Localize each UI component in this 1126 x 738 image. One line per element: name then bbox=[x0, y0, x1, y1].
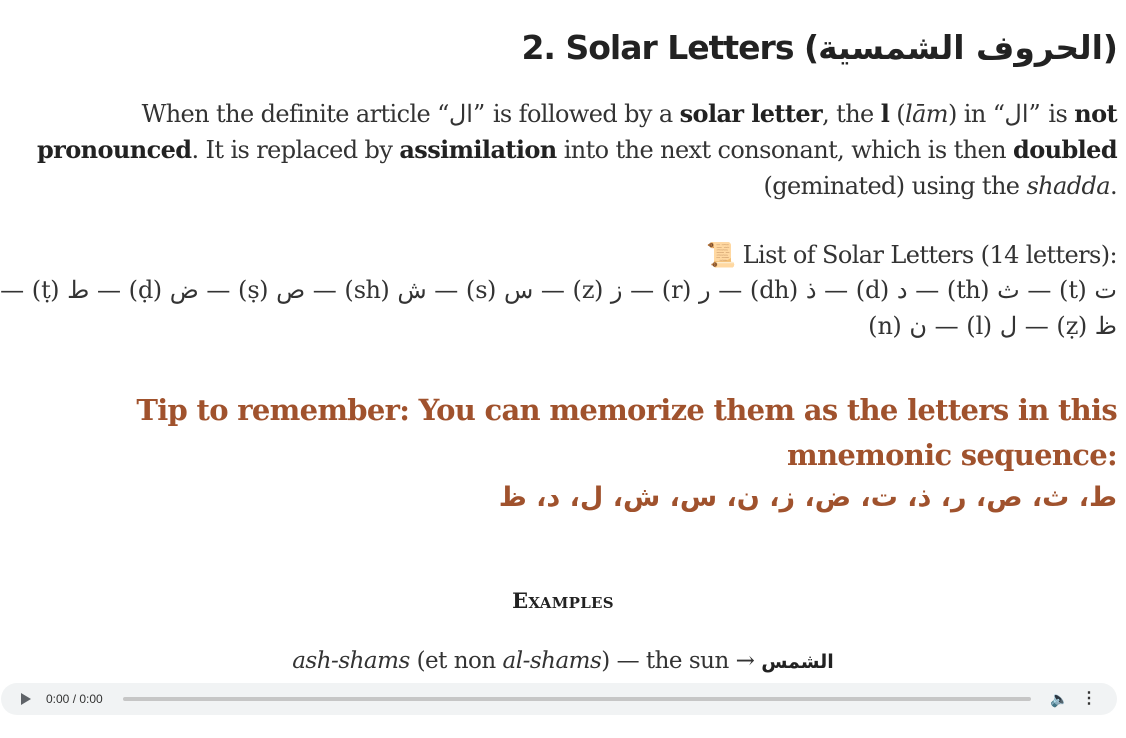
tip-sequence: ط، ث، ص، ر، ذ، ت، ض، ز، ن، س، ش، ل، د، ظ bbox=[498, 482, 1117, 513]
solar-list-label: List of Solar Letters (14 letters): bbox=[742, 241, 1117, 269]
term-l: l bbox=[880, 99, 890, 128]
audio-player[interactable] bbox=[1, 683, 1117, 715]
example-text: ) — the sun → bbox=[601, 648, 762, 674]
example-arabic: الشمس bbox=[761, 651, 834, 673]
example-wrong-translit: al-shams bbox=[502, 648, 602, 674]
arabic-article: ال bbox=[1004, 100, 1029, 128]
intro-text: into the next consonant, which is then bbox=[556, 136, 1014, 164]
audio-progress-slider[interactable] bbox=[123, 697, 1031, 701]
intro-text: ” is followed by a bbox=[472, 100, 680, 128]
term-lam: lām bbox=[905, 100, 948, 128]
arabic-article: ال bbox=[448, 100, 473, 128]
example-item bbox=[0, 648, 1126, 674]
solar-list-heading bbox=[706, 238, 1117, 272]
intro-text: ) in “ bbox=[947, 100, 1005, 128]
intro-text: ( bbox=[889, 100, 906, 128]
example-translit: ash-shams bbox=[292, 648, 410, 674]
tip-text: Tip to remember: You can memorize them as the letters in this mnemonic sequence: bbox=[136, 393, 1117, 472]
intro-text: , the bbox=[822, 100, 881, 128]
tip-box bbox=[97, 388, 1117, 518]
intro-paragraph bbox=[37, 96, 1117, 204]
section-title-latin: 2. Solar Letters bbox=[521, 28, 794, 67]
more-vert-icon[interactable]: ⋮ bbox=[1081, 690, 1097, 707]
section-title-arabic: (الحروف الشمسية) bbox=[803, 28, 1117, 67]
term-not-pronounced: not pronounced bbox=[37, 99, 1117, 164]
intro-text: When the definite article “ bbox=[141, 100, 449, 128]
intro-text: . bbox=[1109, 172, 1117, 200]
solar-letters-line: ت (t) — ث (th) — د (d) — ذ (dh) — ر (r) — ز (z) — س (s) — ش (sh) — ص (ṣ) — ض (ḍ) — ط (ṭ) — ظ (ẓ) — ل (l) — ن (n) bbox=[0, 276, 1117, 340]
audio-time: 0:00 / 0:00 bbox=[46, 692, 103, 706]
term-doubled: doubled bbox=[1013, 135, 1118, 164]
play-icon[interactable] bbox=[21, 693, 31, 705]
examples-heading: Examples bbox=[512, 588, 614, 613]
example-text: (et non bbox=[409, 648, 503, 674]
intro-text: (geminated) using the bbox=[763, 172, 1027, 200]
term-solar-letter: solar letter bbox=[679, 99, 823, 128]
volume-icon[interactable]: 🔈 bbox=[1050, 691, 1069, 708]
section-title bbox=[521, 28, 1117, 67]
term-assimilation: assimilation bbox=[399, 135, 557, 164]
term-shadda: shadda bbox=[1026, 172, 1110, 200]
intro-text: . It is replaced by bbox=[191, 136, 400, 164]
scroll-icon: 📜 bbox=[706, 241, 736, 269]
intro-text: ” is bbox=[1028, 100, 1075, 128]
